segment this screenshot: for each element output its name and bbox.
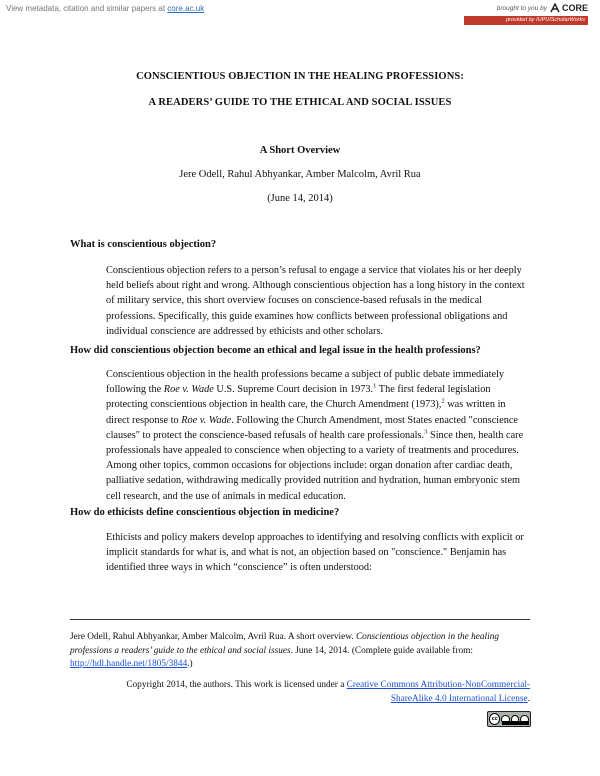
section-heading: What is conscientious objection? — [70, 239, 217, 250]
section-heading: How do ethicists define conscientious objection in medicine? — [70, 507, 340, 518]
title-line-1: CONSCIENTIOUS OBJECTION IN THE HEALING PROFESSIONS: — [136, 71, 464, 82]
badge-bar — [502, 721, 529, 725]
footnote-ref: 3 — [424, 428, 428, 436]
core-header — [0, 0, 600, 27]
core-link[interactable]: core.ac.uk — [167, 4, 205, 13]
date: (June 14, 2014) — [267, 193, 333, 204]
section-heading: How did conscientious objection become an ethical and legal issue in the health professions? — [70, 345, 481, 356]
footer-divider — [70, 619, 530, 620]
subtitle: A Short Overview — [259, 145, 341, 156]
metadata-notice: View metadata, citation and similar papers at core.ac.uk — [6, 4, 205, 13]
cc-license-badge[interactable] — [487, 711, 531, 727]
handle-link[interactable]: http://hdl.handle.net/1805/3844 — [70, 659, 188, 669]
cc-icon: cc — [489, 713, 500, 725]
title-line-2: A READERS’ GUIDE TO THE ETHICAL AND SOCIAL ISSUES — [148, 97, 452, 108]
section-body: Conscientious objection refers to a person’s refusal to engage a service that violates his or her deeply held beliefs about right and wrong. Although conscientious objection has a long history in the context of military service, this short overview focuses on conscience-based refusals in the medical professions. Specifically, this guide examines how conflicts between professional obligations and individual conscience are addressed by ethicists and other scholars. — [106, 265, 525, 337]
core-logo[interactable]: CORE — [549, 3, 588, 13]
provider-bar[interactable]: provided by IUPUIScholarWorks — [464, 16, 588, 25]
authors: Jere Odell, Rahul Abhyankar, Amber Malcolm, Avril Rua — [179, 169, 421, 180]
core-logo-icon — [550, 3, 560, 13]
license-link[interactable]: Creative Commons Attribution-NonCommercial-ShareAlike 4.0 International License — [346, 680, 530, 704]
footnote-ref: 1 — [373, 382, 377, 390]
section-body: Ethicists and policy makers develop approaches to identifying and resolving conflicts with explicit or implicit standards for what is, and what is not, an objection based on "conscience." Benjamin has identified three ways in which “conscience” is often understood: — [106, 532, 524, 574]
citation: Jere Odell, Rahul Abhyankar, Amber Malcolm, Avril Rua. A short overview. Conscientious objection in the healing professions a readers’ guide to the ethical and social issues. June 14, 2014. (Complete guide available from: http://hdl.handle.net/1805/3844.) — [70, 632, 500, 669]
brought-to-you: brought to you by CORE — [496, 3, 588, 13]
copyright-notice: Copyright 2014, the authors. This work is licensed under a Creative Commons Attribution-NonCommercial-ShareAlike 4.0 International License. — [126, 680, 530, 704]
section-body: Conscientious objection in the health professions became a subject of public debate immediately following the Roe v. Wade U.S. Supreme Court decision in 1973.$^1$ The first federal legislation protecting conscientious objection in health care, the Church Amendment (1973),$^2$ was written in direct response to Roe v. Wade. Following the Church Amendment, most States enacted "conscience clauses" to protect the conscience-based refusals of health care professionals.$^3$ Since then, health care professionals have appealed to conscience when objecting to a variety of treatments and procedures. Among other topics, common occasions for objections include: organ donation after cardiac death, palliative sedation, withdrawing medically provided nutrition and hydration, human embryonic stem cell research, and the use of animals in medical education. — [106, 369, 524, 502]
footnote-ref: 2 — [441, 397, 445, 405]
